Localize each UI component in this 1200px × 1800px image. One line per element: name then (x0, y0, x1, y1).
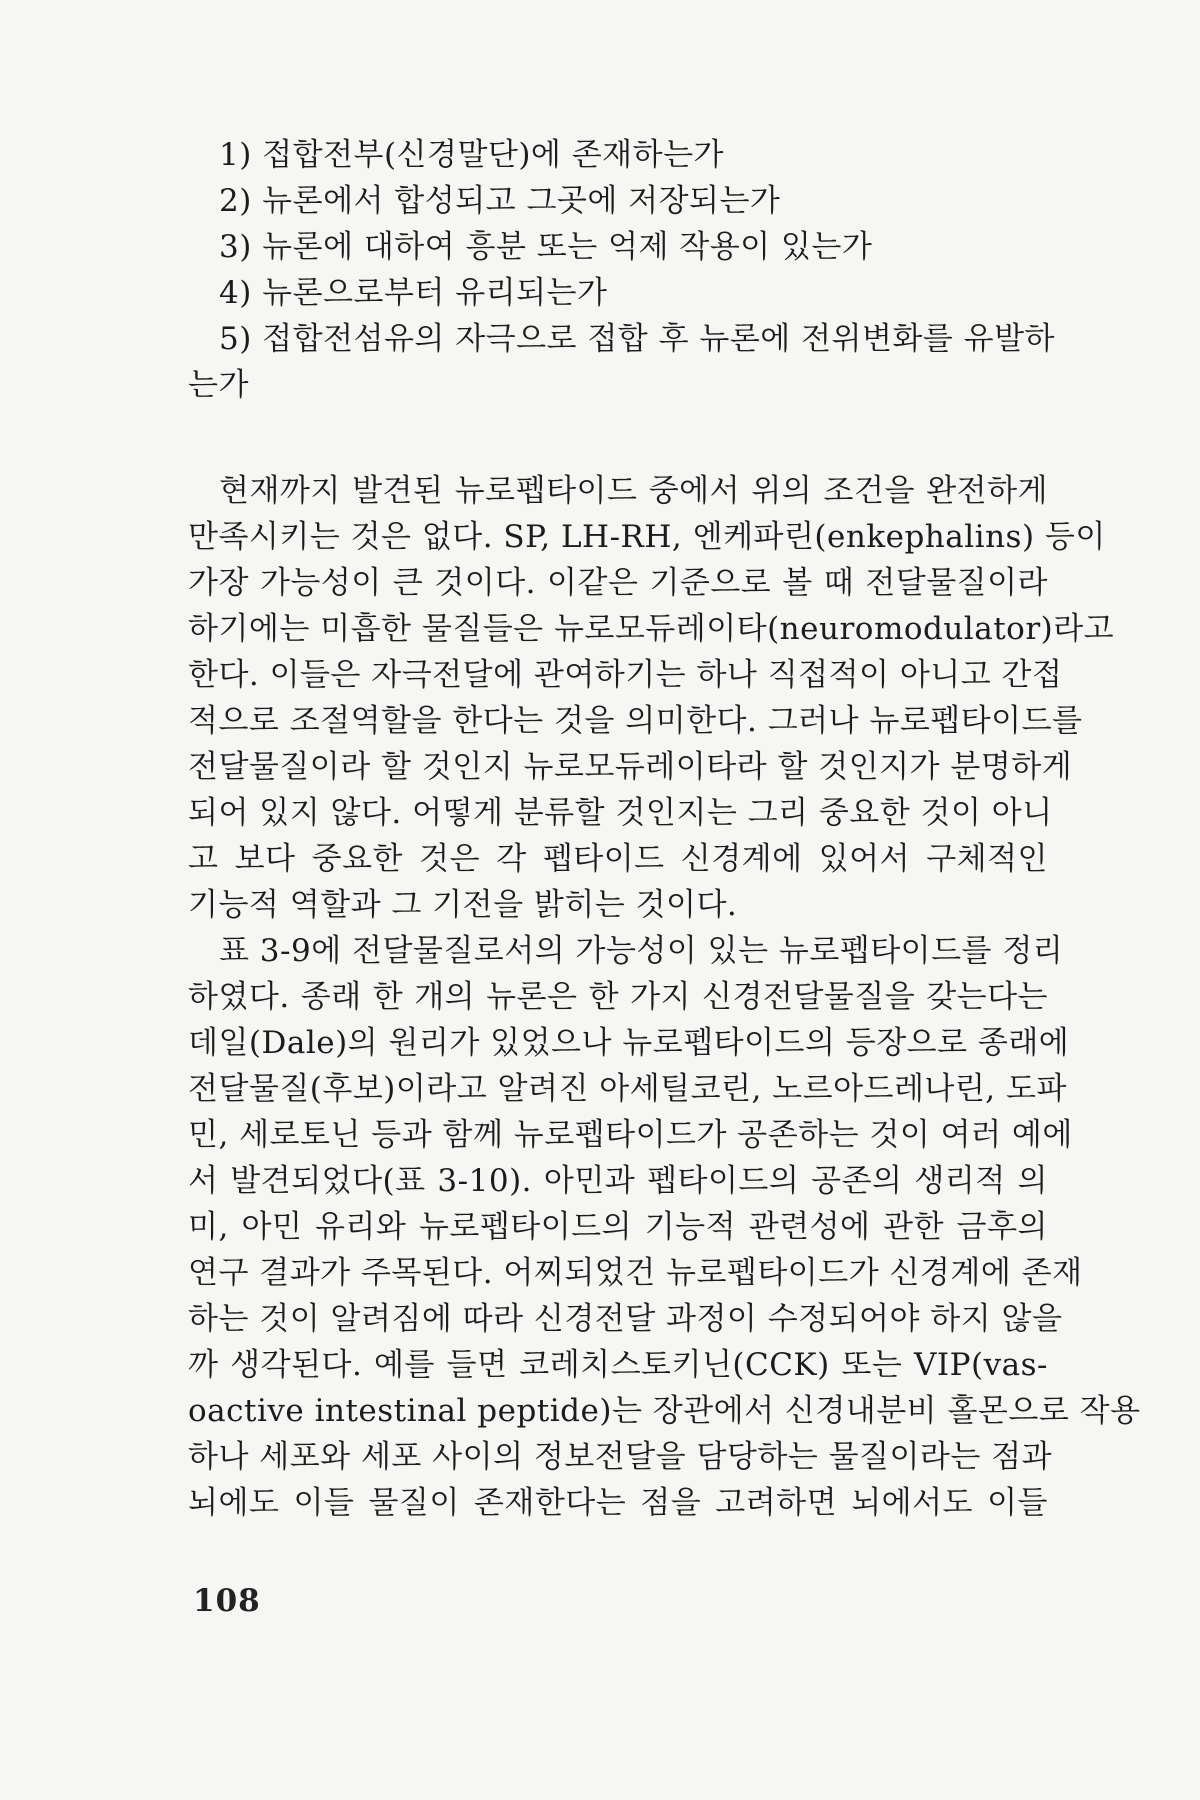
body-text (188, 468, 1141, 1526)
paragraph-line: 뇌에도 이들 물질이 존재한다는 점을 고려하면 뇌에서도 이들 (188, 1485, 1048, 1521)
criteria-item: 1) 접합전부(신경말단)에 존재하는가 (219, 137, 724, 173)
paragraph-line: 하였다. 종래 한 개의 뉴론은 한 가지 신경전달물질을 갖는다는 (188, 979, 1048, 1015)
paragraph-line: 까 생각된다. 예를 들면 코레치스토키닌(CCK) 또는 VIP(vas- (188, 1347, 1048, 1383)
paragraph-line: 되어 있지 않다. 어떻게 분류할 것인지는 그리 중요한 것이 아니 (188, 795, 1053, 831)
paragraph-line: 만족시키는 것은 없다. SP, LH-RH, 엔케파린(enkephalins) 등이 (188, 519, 1106, 555)
paragraph-line: 데일(Dale)의 원리가 있었으나 뉴로펩타이드의 등장으로 종래에 (188, 1025, 1070, 1061)
paragraph-line: 서 발견되었다(표 3-10). 아민과 펩타이드의 공존의 생리적 의 (188, 1163, 1048, 1199)
criteria-item: 3) 뉴론에 대하여 흥분 또는 억제 작용이 있는가 (219, 229, 873, 265)
paragraph-line: 적으로 조절역할을 한다는 것을 의미한다. 그러나 뉴로펩타이드를 (188, 703, 1083, 739)
paragraph-line: 민, 세로토닌 등과 함께 뉴로펩타이드가 공존하는 것이 여러 예에 (188, 1117, 1073, 1153)
paragraph-line: oactive intestinal peptide)는 장관에서 신경내분비 홀몬으로 작용 (188, 1393, 1141, 1429)
paragraph-line: 가장 가능성이 큰 것이다. 이같은 기준으로 볼 때 전달물질이라 (188, 565, 1048, 601)
paragraph-line: 하는 것이 알려짐에 따라 신경전달 과정이 수정되어야 하지 않을 (188, 1301, 1063, 1337)
paragraph-line: 표 3-9에 전달물질로서의 가능성이 있는 뉴로펩타이드를 정리 (219, 933, 1064, 969)
paragraph-line: 연구 결과가 주목된다. 어찌되었건 뉴로펩타이드가 신경계에 존재 (188, 1255, 1083, 1291)
criteria-item: 2) 뉴론에서 합성되고 그곳에 저장되는가 (219, 183, 781, 219)
paragraph-line: 하나 세포와 세포 사이의 정보전달을 담당하는 물질이라는 점과 (188, 1439, 1053, 1475)
criteria-item-continuation: 는가 (188, 367, 249, 403)
paragraph-line: 전달물질이라 할 것인지 뉴로모듀레이타라 할 것인지가 분명하게 (188, 749, 1073, 785)
paragraph-line: 한다. 이들은 자극전달에 관여하기는 하나 직접적이 아니고 간접 (188, 657, 1063, 693)
paragraph-line: 미, 아민 유리와 뉴로펩타이드의 기능적 관련성에 관한 금후의 (188, 1209, 1048, 1245)
page-number: 108 (193, 1583, 261, 1619)
paragraph-line: 고 보다 중요한 것은 각 펩타이드 신경계에 있어서 구체적인 (188, 841, 1048, 877)
paragraph-line: 전달물질(후보)이라고 알려진 아세틸코린, 노르아드레나린, 도파 (188, 1071, 1067, 1107)
criteria-item: 5) 접합전섬유의 자극으로 접합 후 뉴론에 전위변화를 유발하 (219, 321, 1055, 357)
criteria-list (188, 132, 1055, 408)
paragraph-line: 하기에는 미흡한 물질들은 뉴로모듀레이타(neuromodulator)라고 (188, 611, 1115, 647)
criteria-item: 4) 뉴론으로부터 유리되는가 (219, 275, 608, 311)
paragraph-line: 현재까지 발견된 뉴로펩타이드 중에서 위의 조건을 완전하게 (219, 473, 1048, 509)
paragraph-line: 기능적 역할과 그 기전을 밝히는 것이다. (188, 887, 738, 923)
